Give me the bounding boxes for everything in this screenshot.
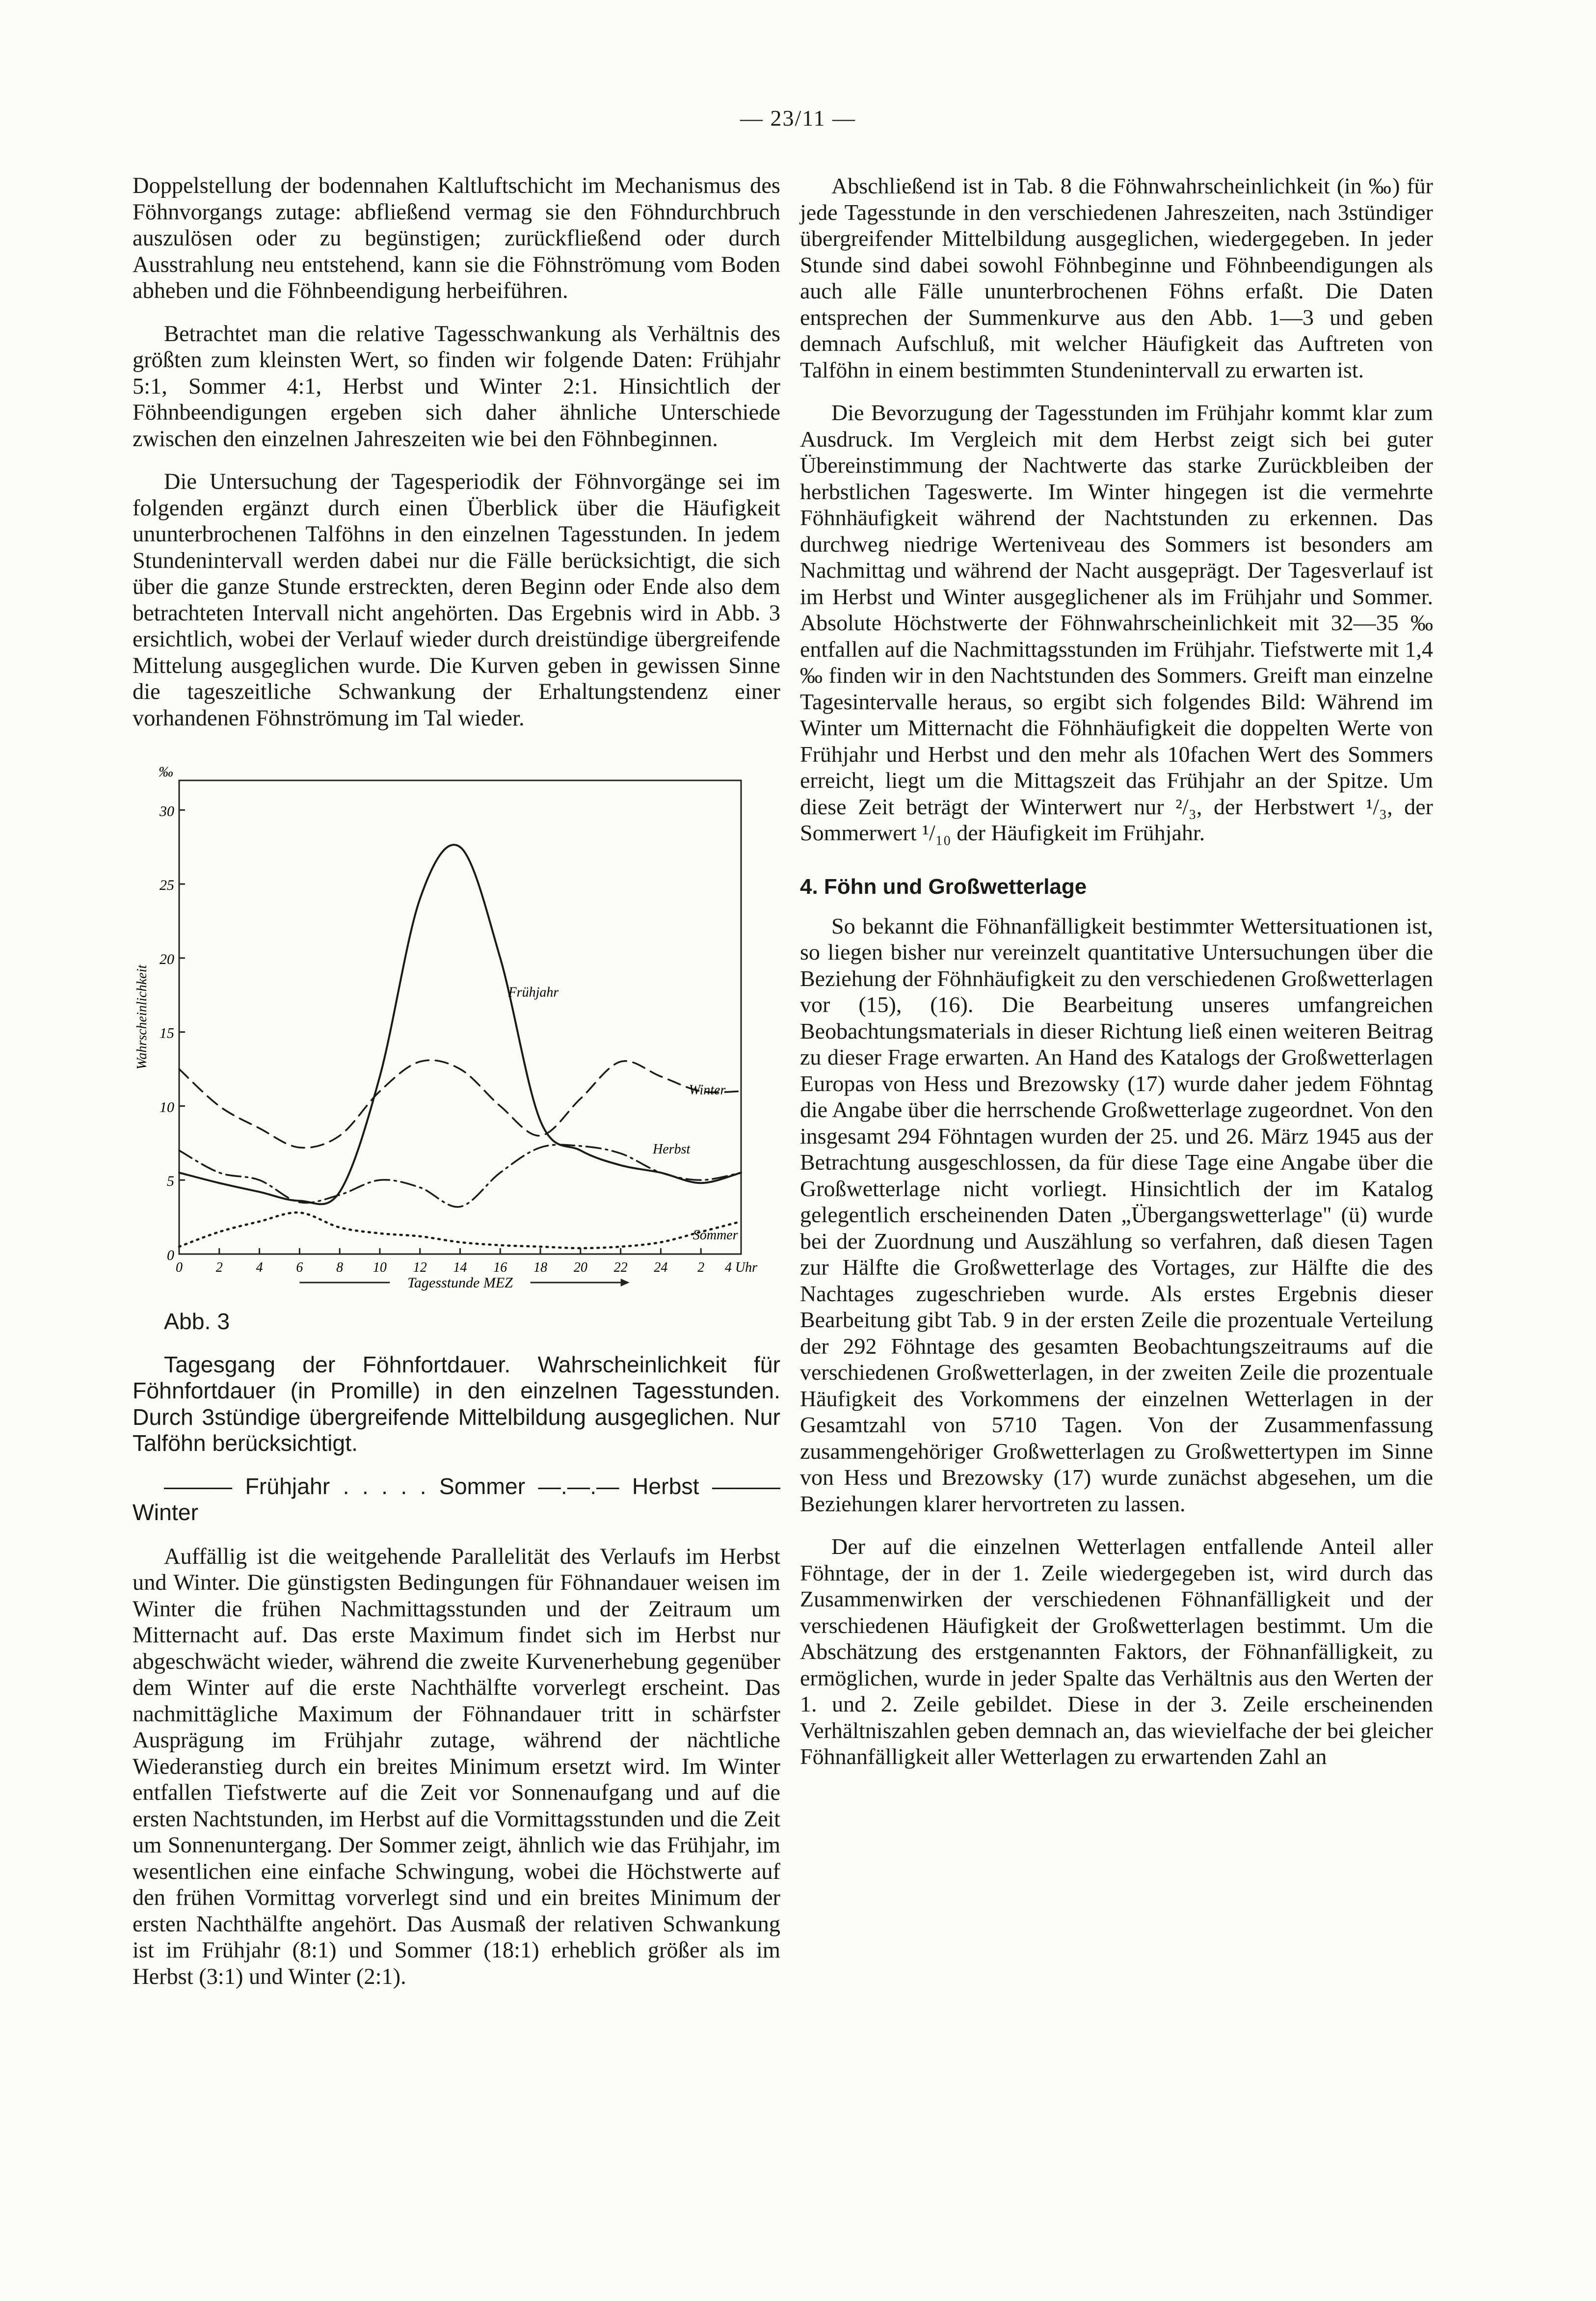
paragraph: Abschließend ist in Tab. 8 die Föhnwahrscheinlichkeit (in ‰) für jede Tagesstunde in den verschiedenen Jahreszeiten, nach 3stündiger übergreifender Mittelbildung ausgeglichen, wiedergegeben. In jeder Stunde sind dabei sowohl Föhnbeginne und Föhnbeendigungen als auch alle Fälle ununterbrochenen Föhns erfaßt. Die Daten entsprechen der Summenkurve aus den Abb. 1—3 und geben demnach Aufschluß, mit welcher Häufigkeit das Auftreten von Talföhn in einem bestimmten Stundenintervall zu erwarten ist. — [800, 173, 1433, 382]
y-tick-label: 0 — [167, 1247, 174, 1263]
plot-frame — [179, 780, 741, 1254]
page-number: — 23/11 — — [740, 106, 856, 131]
series-label: Frühjahr — [508, 985, 559, 1000]
y-tick-label: 15 — [160, 1025, 174, 1042]
paragraph: Betrachtet man die relative Tagesschwankung als Verhältnis des größten zum kleinsten Wert, so finden wir folgende Daten: Frühjahr 5:1, Sommer 4:1, Herbst und Winter 2:1. Hinsichtlich der Föhnbeendigungen ergeben sich daher ähnliche Unterschiede zwischen den einzelnen Jahreszeiten wie bei den Föhnbeginnen. — [133, 321, 780, 452]
right-column — [800, 173, 1433, 1787]
series-line-winter — [179, 1060, 741, 1148]
paragraph: Die Bevorzugung der Tagesstunden im Frühjahr kommt klar zum Ausdruck. Im Vergleich mit dem Herbst zeigt sich bei guter Übereinstimmung der Nachtwerte das starke Zurückbleiben der herbstlichen Tageswerte. Im Winter hingegen ist die vermehrte Föhnhäufigkeit während der Nachtstunden zu erkennen. Das durchweg niedrige Werteniveau des Sommers ist besonders am Nachmittag und während der Nacht ausgeprägt. Der Tagesverlauf ist im Herbst und Winter ausgeglichener als im Frühjahr und Sommer. Absolute Höchstwerte der Föhnwahrscheinlichkeit mit 32—35 ‰ entfallen auf die Nachmittagsstunden im Frühjahr. Tiefstwerte mit 1,4 ‰ finden wir in den Nachtstunden des Sommers. Greift man einzelne Tagesintervalle heraus, so ergibt sich folgendes Bild: Während im Winter um Mitternacht die Föhnhäufigkeit die doppelten Werte von Frühjahr und Herbst und den mehr als 10fachen Wert des Sommers erreicht, liegt um die Mittagszeit das Frühjahr an der Spitze. Um diese Zeit beträgt der Winterwert nur ²/₃, der Herbstwert ¹/₃, der Sommerwert ¹/₁₀ der Häufigkeit im Frühjahr. — [800, 400, 1433, 845]
x-axis-label: Tagesstunde MEZ — [407, 1275, 513, 1291]
paragraph: Der auf die einzelnen Wetterlagen entfallende Anteil aller Föhntage, der in der 1. Zeile wiedergegeben ist, wird durch das Zusammenwirken der verschiedenen Föhnanfälligkeit und der verschiedenen Häufigkeit der Großwetterlagen bestimmt. Um die Abschätzung des erstgenannten Faktors, der Föhnanfälligkeit, zu ermöglichen, wurde in jeder Spalte das Verhältnis aus den Werten der 1. und 2. Zeile gebildet. Diese in der 3. Zeile erscheinenden Verhältniszahlen geben demnach an, das wievielfache der bei gleicher Föhnanfälligkeit aller Wetterlagen zu erwartenden Zahl an — [800, 1534, 1433, 1769]
y-tick-label: 25 — [160, 877, 174, 894]
x-tick-label: 22 — [613, 1260, 628, 1275]
x-tick-label: 2 — [215, 1260, 223, 1275]
x-tick-label: 10 — [372, 1260, 387, 1275]
x-tick-label: 12 — [413, 1260, 427, 1275]
x-tick-label: 2 — [697, 1260, 705, 1275]
paragraph: Auffällig ist die weitgehende Parallelität des Verlaufs im Herbst und Winter. Die günstigsten Bedingungen für Föhnandauer weisen im Winter die frühen Nachmittagsstunden und der Zeitraum um Mitternacht auf. Das erste Maximum findet sich im Herbst nur abgeschwächt wieder, während die zweite Kurvenerhebung gegenüber dem Winter auf die erste Nachthälfte vorverlegt erscheint. Das nachmittägliche Maximum der Föhnandauer tritt in schärfster Ausprägung im Frühjahr zutage, während der nächtliche Wiederanstieg durch ein breites Minimum ersetzt wird. Im Winter entfallen Tiefstwerte auf die Zeit vor Sonnenaufgang und auf die ersten Nachtstunden, im Herbst auf die Vormittagsstunden und die Zeit um Sonnenuntergang. Der Sommer zeigt, ähnlich wie das Frühjahr, im wesentlichen eine einfache Schwingung, wobei die Höchstwerte auf den frühen Vormittag vorverlegt sind und ein breites Minimum der ersten Nachthälfte angehört. Das Ausmaß der relativen Schwankung ist im Frühjahr (8:1) und Sommer (18:1) erheblich größer als im Herbst (3:1) und Winter (2:1). — [133, 1544, 780, 1989]
x-tick-label: 0 — [176, 1260, 183, 1275]
y-tick-label: 30 — [160, 803, 174, 820]
y-unit-label: ‰ — [159, 764, 173, 780]
x-tick-label: 24 — [654, 1260, 668, 1275]
y-axis-label: Wahrscheinlichkeit — [134, 964, 150, 1070]
left-column — [133, 173, 780, 2007]
x-tick-label: 20 — [573, 1260, 587, 1275]
x-tick-label: 8 — [336, 1260, 344, 1275]
paragraph: Die Untersuchung der Tagesperiodik der Föhnvorgänge sei im folgenden ergänzt durch einen Überblick über die Häufigkeit ununterbrochenen Talföhns in den einzelnen Tagesstunden. In jedem Stundenintervall werden dabei nur die Fälle berücksichtigt, die sich über die ganze Stunde erstreckten, deren Beginn oder Ende also dem betrachteten Intervall nicht angehörten. Das Ergebnis wird in Abb. 3 ersichtlich, wobei der Verlauf wieder durch dreistündige übergreifende Mittelung ausgeglichen wurde. Die Kurven geben in gewissen Sinne die tageszeitliche Schwankung der Erhaltungstendenz einer vorhandenen Föhnströmung im Tal wieder. — [133, 469, 780, 731]
y-tick-label: 5 — [167, 1173, 174, 1190]
figure-label: Abb. 3 — [164, 1309, 230, 1334]
series-label: Sommer — [692, 1227, 738, 1243]
x-tick-label: 14 — [453, 1260, 467, 1275]
series-line-sommer — [179, 1212, 741, 1248]
x-tick-label: 18 — [533, 1260, 548, 1275]
figure-caption: Tagesgang der Föhnfortdauer. Wahrscheinlichkeit für Föhnfortdauer (in Promille) in den einzelnen Tagesstunden. Durch 3stündige übergreifende Mittelbildung ausgeglichen. Nur Talföhn berücksichtigt. — [133, 1351, 780, 1456]
paragraph: So bekannt die Föhnanfälligkeit bestimmter Wettersituationen ist, so liegen bisher nur vereinzelt quantitative Untersuchungen über die Beziehung der Föhnhäufigkeit zu den verschiedenen Großwetterlagen vor (15), (16). Die Bearbeitung unseres umfangreichen Beobachtungsmaterials in dieser Richtung ließ einen weiteren Beitrag zu dieser Frage erwarten. An Hand des Katalogs der Großwetterlagen Europas von Hess und Brezowsky (17) wurde daher jedem Föhntag die Angabe über die herrschende Großwetterlage zugeordnet. Von den insgesamt 294 Föhntagen wurden der 25. und 26. März 1945 aus der Betrachtung ausgeschlossen, da für diese Tage eine Angabe über die Großwetterlage nicht vorliegt. Hinsichtlich der im Katalog gelegentlich erscheinenden Daten „Übergangswetterlage" (ü) wurde bei der Zuordnung und Auszählung so verfahren, daß diesen Tagen zur Hälfte die Großwetterlage des Vortages, zur Hälfte die des Nachtages zugeschrieben wurde. Als erstes Ergebnis dieser Bearbeitung gibt Tab. 9 in der ersten Zeile die prozentuale Verteilung der 292 Föhntage des gesamten Beobachtungszeitraums auf die verschiedenen Großwetterlagen, in der zweiten Zeile die prozentuale Häufigkeit des Vorkommens der einzelnen Wetterlagen in der Gesamtzahl von 5710 Tagen. Von der Zusammenfassung zusammengehöriger Großwetterlagen zu Großwettertypen im Sinne von Hess und Brezowsky (17) wurde zunächst abgesehen, um die Beziehungen klarer hervortreten zu lassen. — [800, 913, 1433, 1516]
figure-legend: ——— Frühjahr . . . . . Sommer —.—.— Herbst ——— Winter — [133, 1473, 780, 1525]
y-tick-label: 10 — [160, 1099, 174, 1116]
figure-abb-3 — [133, 761, 780, 1526]
series-label: Winter — [689, 1082, 726, 1098]
series-label: Herbst — [653, 1141, 691, 1157]
paragraph: Doppelstellung der bodennahen Kaltluftschicht im Mechanismus des Föhnvorgangs zutage: abfließend vermag sie den Föhndurchbruch auszulösen oder zu begünstigen; zurückfließend oder durch Ausstrahlung neu entstehend, kann sie die Föhnströmung vom Boden abheben und die Föhnbeendigung herbeiführen. — [133, 173, 780, 303]
x-tick-label: 4 — [256, 1260, 263, 1275]
x-tick-label: 4 Uhr — [724, 1260, 758, 1275]
line-chart — [133, 761, 780, 1306]
x-tick-label: 16 — [493, 1260, 507, 1275]
section-heading: 4. Föhn und Großwetterlage — [800, 874, 1087, 899]
y-tick-label: 20 — [160, 951, 174, 967]
x-tick-label: 6 — [296, 1260, 303, 1275]
arrow-head — [621, 1279, 630, 1286]
